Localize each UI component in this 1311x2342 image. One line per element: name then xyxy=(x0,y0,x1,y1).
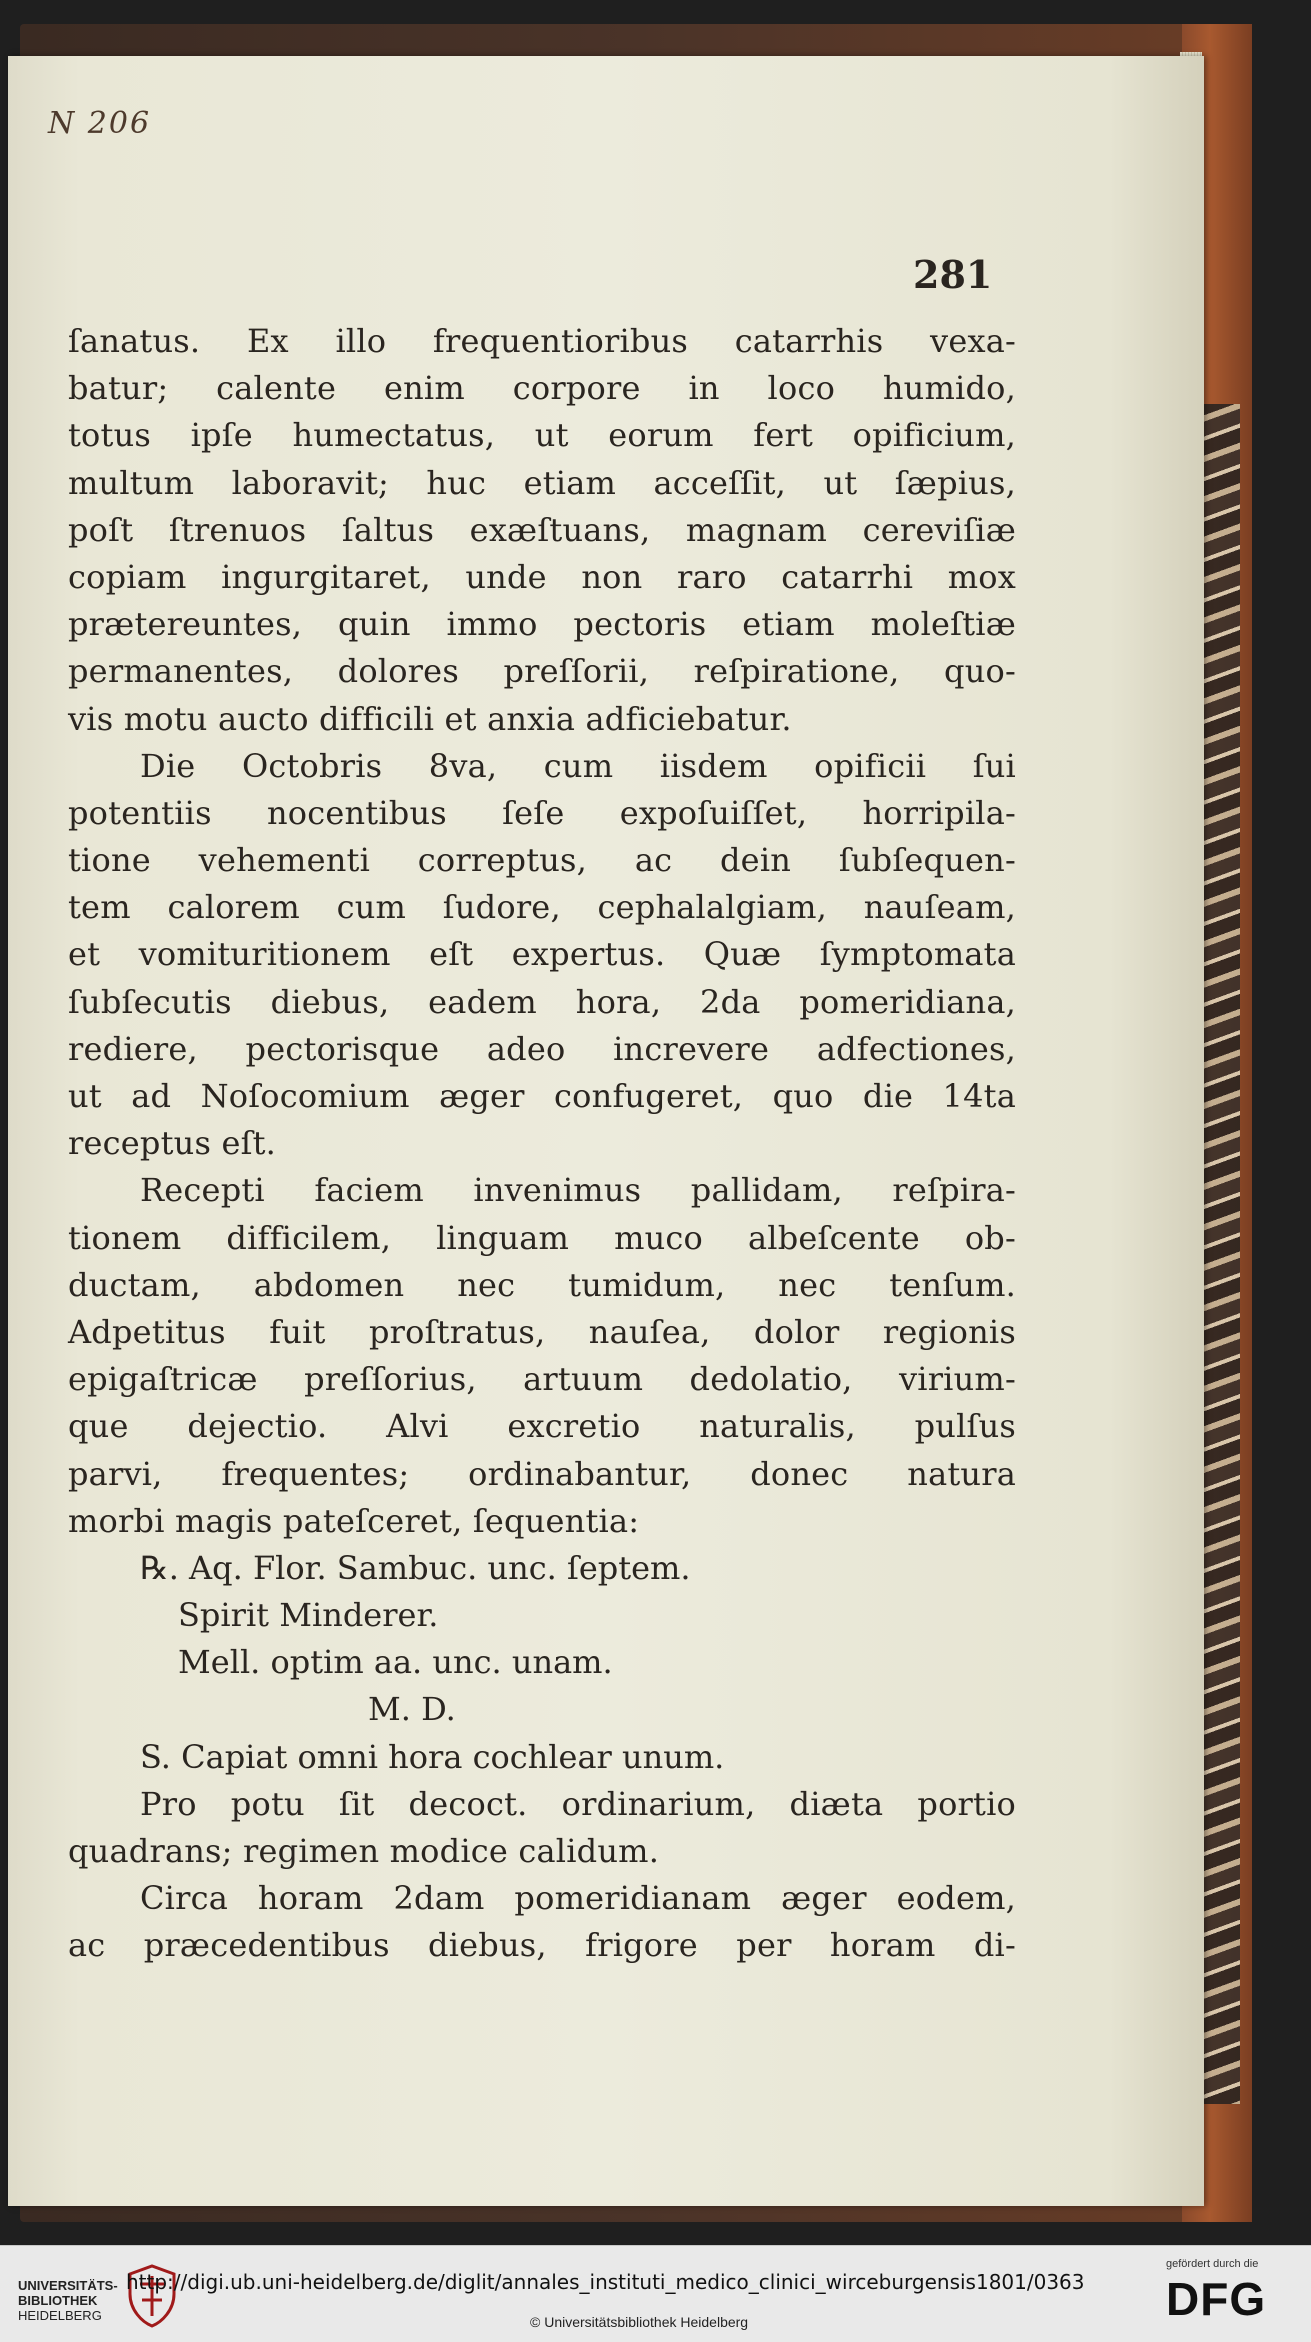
text-line: ſanatus. Ex illo frequentioribus catarrhis vexa- xyxy=(68,322,1016,360)
copyright-notice: © Universitätsbibliothek Heidelberg xyxy=(530,2314,749,2330)
body-text xyxy=(68,318,1016,1970)
university-library-logo: UNIVERSITÄTS- BIBLIOTHEK HEIDELBERG xyxy=(18,2278,118,2323)
handwritten-note: N 206 xyxy=(48,106,152,141)
text-line: multum laboravit; huc etiam acceſſit, ut ſæpius, xyxy=(68,463,1016,502)
prescription-line: M. D. xyxy=(368,1690,456,1729)
permalink-url[interactable]: http://digi.ub.uni-heidelberg.de/diglit/annales_instituti_medico_clinici_wirceburgensis1801/0363 xyxy=(126,2270,1085,2294)
text-line: rediere, pectorisque adeo increvere adfectiones, xyxy=(68,1029,1016,1068)
text-line: Die Octobris 8va, cum iisdem opificii ſui xyxy=(140,746,1016,785)
text-line: copiam ingurgitaret, unde non raro catarrhi mox xyxy=(68,557,1016,596)
prescription-line: S. Capiat omni hora cochlear unum. xyxy=(140,1737,725,1776)
text-line: totus ipſe humectatus, ut eorum fert opificium, xyxy=(68,416,1016,455)
dfg-logo: DFG xyxy=(1166,2273,1267,2325)
funder-label: gefördert durch die xyxy=(1166,2258,1259,2270)
viewer-footer xyxy=(0,2245,1311,2342)
text-line: prætereuntes, quin immo pectoris etiam moleſtiæ xyxy=(68,605,1016,644)
text-line: batur; calente enim corpore in loco humido, xyxy=(68,369,1016,408)
text-line: ac præcedentibus diebus, frigore per horam di- xyxy=(68,1926,1016,1965)
text-line: quadrans; regimen modice calidum. xyxy=(68,1832,660,1870)
text-line: et vomituritionem eſt expertus. Quæ ſymptomata xyxy=(68,935,1016,974)
text-line: Circa horam 2dam pomeridianam æger eodem, xyxy=(140,1879,1016,1918)
text-line: tem calorem cum ſudore, cephalalgiam, nauſeam, xyxy=(68,888,1016,927)
text-line: potentiis nocentibus ſeſe expoſuiſſet, horripila- xyxy=(68,793,1016,832)
prescription-line: Mell. optim aa. unc. unam. xyxy=(178,1643,613,1682)
text-line: epigaſtricæ preſſorius, artuum dedolatio, virium- xyxy=(68,1360,1016,1399)
text-line: vis motu aucto difficili et anxia adficiebatur. xyxy=(68,699,792,738)
text-line: ductam, abdomen nec tumidum, nec tenſum. xyxy=(68,1265,1016,1304)
text-line: Adpetitus fuit proſtratus, nauſea, dolor regionis xyxy=(68,1312,1016,1351)
text-line: tionem difficilem, linguam muco albeſcente ob- xyxy=(68,1218,1016,1257)
text-line: parvi, frequentes; ordinabantur, donec natura xyxy=(68,1454,1016,1493)
paper-page xyxy=(8,56,1204,2206)
prescription-line: ℞. Aq. Flor. Sambuc. unc. ſeptem. xyxy=(140,1548,691,1587)
page-number: 281 xyxy=(913,252,993,297)
text-line: Recepti faciem invenimus pallidam, reſpira- xyxy=(140,1171,1016,1210)
text-line: permanentes, dolores preſſorii, reſpiratione, quo- xyxy=(68,652,1016,691)
text-line: morbi magis pateſceret, ſequentia: xyxy=(68,1501,640,1540)
text-line: que dejectio. Alvi excretio naturalis, pulſus xyxy=(68,1407,1016,1446)
text-line: receptus eſt. xyxy=(68,1124,277,1163)
prescription-line: Spirit Minderer. xyxy=(178,1596,439,1635)
text-line: poſt ſtrenuos ſaltus exæſtuans, magnam cereviſiæ xyxy=(68,510,1016,549)
text-line: ſubſecutis diebus, eadem hora, 2da pomeridiana, xyxy=(68,982,1016,1021)
text-line: Pro potu ſit decoct. ordinarium, diæta portio xyxy=(140,1784,1016,1823)
text-line: tione vehementi correptus, ac dein ſubſequen- xyxy=(68,841,1016,880)
text-line: ut ad Noſocomium æger confugeret, quo die 14ta xyxy=(68,1077,1016,1115)
